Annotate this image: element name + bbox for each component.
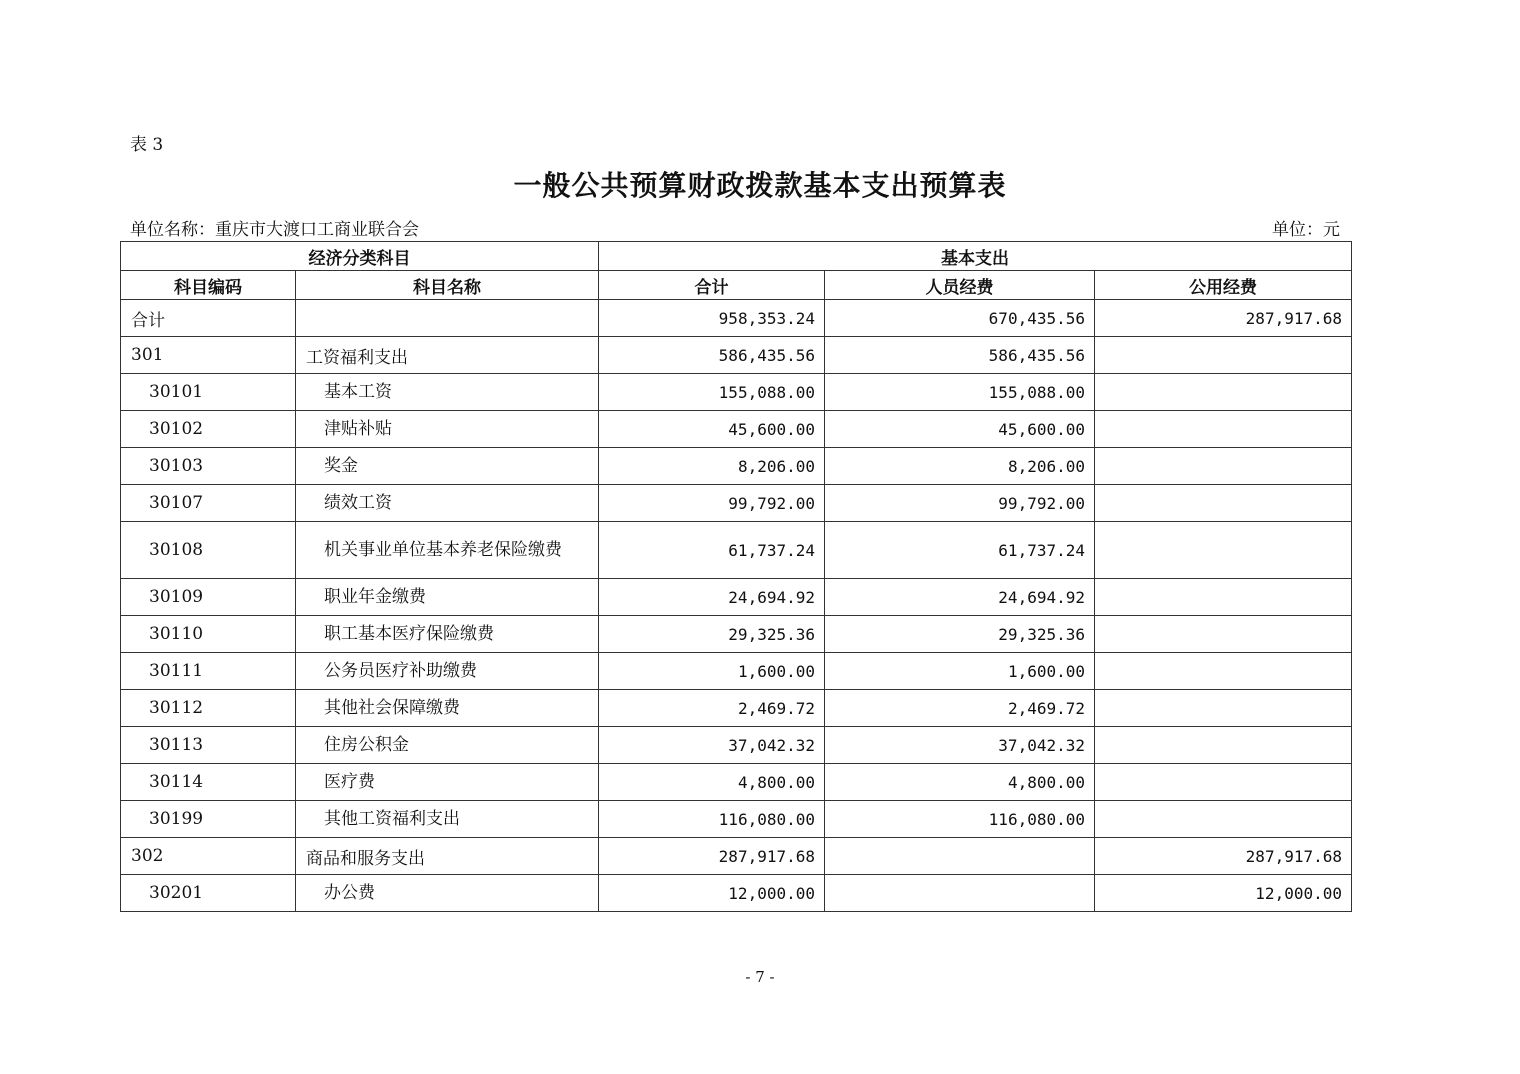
cell-public [1095, 337, 1352, 374]
cell-total: 24,694.92 [599, 579, 825, 616]
cell-name: 机关事业单位基本养老保险缴费 [296, 522, 599, 579]
table-body [121, 300, 1352, 912]
cell-name: 职工基本医疗保险缴费 [296, 616, 599, 653]
cell-name: 其他社会保障缴费 [296, 690, 599, 727]
cell-public [1095, 448, 1352, 485]
cell-public [1095, 616, 1352, 653]
table-row [121, 653, 1352, 690]
cell-name: 工资福利支出 [296, 337, 599, 374]
table-row [121, 337, 1352, 374]
cell-code: 30108 [121, 522, 296, 579]
cell-code: 30109 [121, 579, 296, 616]
table-row [121, 801, 1352, 838]
cell-personnel: 2,469.72 [825, 690, 1095, 727]
table-row [121, 838, 1352, 875]
table-row [121, 300, 1352, 337]
cell-public [1095, 579, 1352, 616]
cell-total: 8,206.00 [599, 448, 825, 485]
header-basic-expenditure: 基本支出 [599, 242, 1352, 271]
cell-code: 30102 [121, 411, 296, 448]
cell-code: 30110 [121, 616, 296, 653]
table-row [121, 616, 1352, 653]
table-row [121, 448, 1352, 485]
table-row [121, 579, 1352, 616]
cell-name: 津贴补贴 [296, 411, 599, 448]
header-public: 公用经费 [1095, 271, 1352, 300]
cell-public [1095, 690, 1352, 727]
currency-unit: 单位：元 [1272, 220, 1340, 240]
cell-personnel [825, 875, 1095, 912]
cell-name: 商品和服务支出 [296, 838, 599, 875]
cell-personnel: 29,325.36 [825, 616, 1095, 653]
table-row [121, 690, 1352, 727]
cell-public: 287,917.68 [1095, 300, 1352, 337]
cell-name: 基本工资 [296, 374, 599, 411]
cell-total: 2,469.72 [599, 690, 825, 727]
header-economic-classification: 经济分类科目 [121, 242, 599, 271]
cell-code: 30112 [121, 690, 296, 727]
table-row [121, 374, 1352, 411]
cell-public [1095, 653, 1352, 690]
cell-name: 医疗费 [296, 764, 599, 801]
cell-public [1095, 485, 1352, 522]
table-row [121, 764, 1352, 801]
table-row [121, 522, 1352, 579]
cell-personnel: 24,694.92 [825, 579, 1095, 616]
cell-personnel: 1,600.00 [825, 653, 1095, 690]
cell-total: 586,435.56 [599, 337, 825, 374]
cell-public [1095, 801, 1352, 838]
cell-code: 301 [121, 337, 296, 374]
header-personnel: 人员经费 [825, 271, 1095, 300]
cell-total: 4,800.00 [599, 764, 825, 801]
cell-personnel: 670,435.56 [825, 300, 1095, 337]
cell-public [1095, 374, 1352, 411]
table-row [121, 875, 1352, 912]
cell-code: 30101 [121, 374, 296, 411]
cell-personnel: 37,042.32 [825, 727, 1095, 764]
cell-total: 45,600.00 [599, 411, 825, 448]
cell-total: 287,917.68 [599, 838, 825, 875]
cell-name: 奖金 [296, 448, 599, 485]
cell-code: 30107 [121, 485, 296, 522]
cell-personnel: 116,080.00 [825, 801, 1095, 838]
cell-public: 12,000.00 [1095, 875, 1352, 912]
table-number: 表 3 [130, 135, 164, 155]
header-name: 科目名称 [296, 271, 599, 300]
cell-name [296, 300, 599, 337]
cell-code: 合计 [121, 300, 296, 337]
cell-personnel: 4,800.00 [825, 764, 1095, 801]
cell-name: 住房公积金 [296, 727, 599, 764]
cell-personnel: 99,792.00 [825, 485, 1095, 522]
cell-public [1095, 764, 1352, 801]
cell-code: 30201 [121, 875, 296, 912]
table-row [121, 485, 1352, 522]
cell-personnel: 61,737.24 [825, 522, 1095, 579]
cell-personnel [825, 838, 1095, 875]
table-row [121, 727, 1352, 764]
cell-total: 116,080.00 [599, 801, 825, 838]
cell-code: 30103 [121, 448, 296, 485]
cell-personnel: 45,600.00 [825, 411, 1095, 448]
unit-name: 单位名称：重庆市大渡口工商业联合会 [130, 220, 419, 240]
cell-total: 155,088.00 [599, 374, 825, 411]
cell-total: 37,042.32 [599, 727, 825, 764]
cell-total: 61,737.24 [599, 522, 825, 579]
cell-total: 12,000.00 [599, 875, 825, 912]
cell-name: 绩效工资 [296, 485, 599, 522]
page-title: 一般公共预算财政拨款基本支出预算表 [513, 169, 1007, 202]
cell-public [1095, 522, 1352, 579]
cell-code: 30111 [121, 653, 296, 690]
cell-name: 其他工资福利支出 [296, 801, 599, 838]
cell-personnel: 155,088.00 [825, 374, 1095, 411]
cell-code: 30199 [121, 801, 296, 838]
cell-public [1095, 727, 1352, 764]
page-number: - 7 - [745, 968, 775, 986]
cell-name: 职业年金缴费 [296, 579, 599, 616]
header-code: 科目编码 [121, 271, 296, 300]
cell-total: 29,325.36 [599, 616, 825, 653]
cell-total: 958,353.24 [599, 300, 825, 337]
cell-personnel: 8,206.00 [825, 448, 1095, 485]
cell-code: 30114 [121, 764, 296, 801]
cell-name: 公务员医疗补助缴费 [296, 653, 599, 690]
cell-public [1095, 411, 1352, 448]
cell-total: 1,600.00 [599, 653, 825, 690]
budget-table [120, 241, 1352, 912]
table-row [121, 411, 1352, 448]
cell-total: 99,792.00 [599, 485, 825, 522]
cell-personnel: 586,435.56 [825, 337, 1095, 374]
header-total: 合计 [599, 271, 825, 300]
cell-code: 30113 [121, 727, 296, 764]
cell-public: 287,917.68 [1095, 838, 1352, 875]
cell-code: 302 [121, 838, 296, 875]
cell-name: 办公费 [296, 875, 599, 912]
